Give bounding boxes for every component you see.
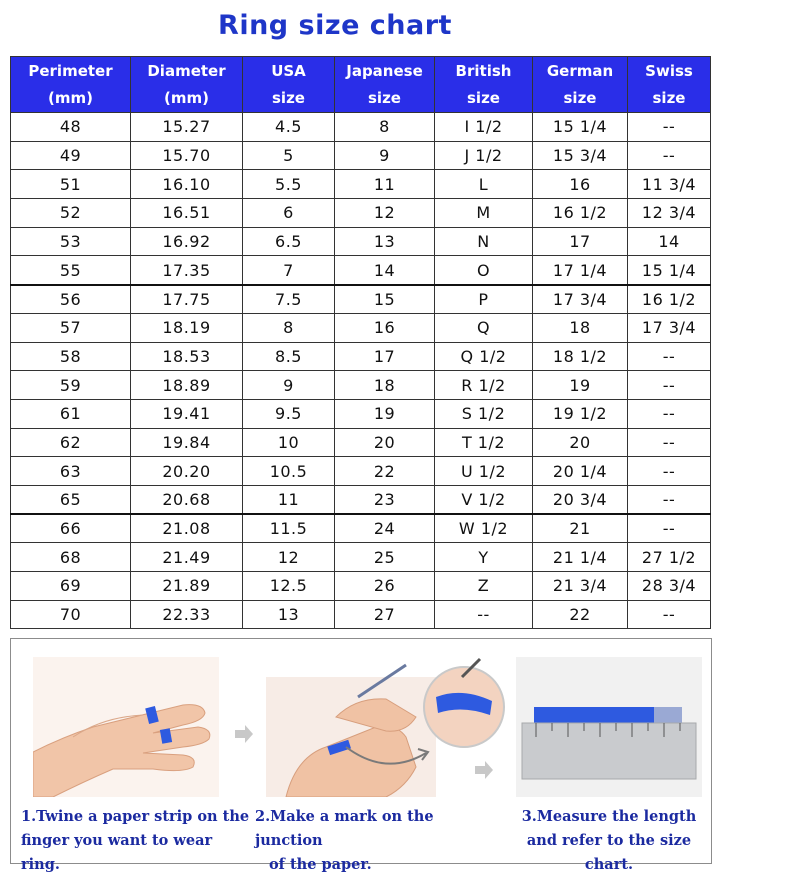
cell-usa-size: 11 [243,485,335,514]
table-row [11,485,711,514]
cell-perimeter: 59 [11,371,131,400]
cell-diameter: 20.20 [131,457,243,486]
cell-perimeter: 61 [11,399,131,428]
cell-diameter: 16.92 [131,227,243,256]
cell-german-size: 20 1/4 [533,457,628,486]
cell-german-size: 16 1/2 [533,199,628,228]
step1-hand-image [33,657,219,797]
ring-size-table [10,56,711,629]
table-row [11,428,711,457]
table-row [11,227,711,256]
cell-swiss-size: -- [628,371,711,400]
cell-usa-size: 12 [243,543,335,572]
cell-diameter: 15.70 [131,141,243,170]
header-german: German size [533,57,628,113]
cell-diameter: 21.89 [131,572,243,601]
cell-japanese-size: 18 [335,371,435,400]
cell-japanese-size: 26 [335,572,435,601]
cell-swiss-size: 27 1/2 [628,543,711,572]
cell-perimeter: 69 [11,572,131,601]
cell-diameter: 17.75 [131,285,243,314]
cell-usa-size: 7.5 [243,285,335,314]
cell-swiss-size: -- [628,428,711,457]
cell-swiss-size: -- [628,600,711,629]
cell-perimeter: 58 [11,342,131,371]
cell-swiss-size: 12 3/4 [628,199,711,228]
cell-german-size: 18 1/2 [533,342,628,371]
cell-swiss-size: -- [628,514,711,543]
cell-japanese-size: 16 [335,313,435,342]
cell-german-size: 19 [533,371,628,400]
header-diameter: Diameter (mm) [131,57,243,113]
cell-japanese-size: 25 [335,543,435,572]
cell-diameter: 17.35 [131,256,243,285]
cell-british-size: J 1/2 [435,141,533,170]
step3-ruler-image [516,657,702,797]
cell-usa-size: 12.5 [243,572,335,601]
cell-british-size: Z [435,572,533,601]
cell-perimeter: 55 [11,256,131,285]
cell-swiss-size: -- [628,342,711,371]
cell-japanese-size: 17 [335,342,435,371]
cell-british-size: Q 1/2 [435,342,533,371]
cell-japanese-size: 8 [335,113,435,142]
cell-perimeter: 53 [11,227,131,256]
cell-diameter: 20.68 [131,485,243,514]
cell-perimeter: 49 [11,141,131,170]
cell-usa-size: 5.5 [243,170,335,199]
table-row [11,572,711,601]
cell-british-size: W 1/2 [435,514,533,543]
table-row [11,199,711,228]
cell-german-size: 21 [533,514,628,543]
header-british: British size [435,57,533,113]
cell-british-size: O [435,256,533,285]
cell-japanese-size: 20 [335,428,435,457]
cell-japanese-size: 19 [335,399,435,428]
cell-swiss-size: -- [628,141,711,170]
table-row [11,399,711,428]
cell-german-size: 22 [533,600,628,629]
cell-british-size: M [435,199,533,228]
cell-british-size: R 1/2 [435,371,533,400]
cell-british-size: P [435,285,533,314]
cell-japanese-size: 22 [335,457,435,486]
cell-german-size: 17 [533,227,628,256]
cell-german-size: 18 [533,313,628,342]
cell-usa-size: 4.5 [243,113,335,142]
table-row [11,113,711,142]
cell-usa-size: 9.5 [243,399,335,428]
cell-perimeter: 57 [11,313,131,342]
cell-usa-size: 8 [243,313,335,342]
table-body [11,113,711,629]
cell-perimeter: 51 [11,170,131,199]
header-usa: USA size [243,57,335,113]
arrow-right-icon [233,723,255,745]
header-japanese: Japanese size [335,57,435,113]
cell-usa-size: 13 [243,600,335,629]
cell-german-size: 15 1/4 [533,113,628,142]
cell-perimeter: 68 [11,543,131,572]
cell-british-size: Q [435,313,533,342]
table-row [11,285,711,314]
header-swiss: Swiss size [628,57,711,113]
cell-diameter: 15.27 [131,113,243,142]
cell-swiss-size: -- [628,399,711,428]
cell-usa-size: 6 [243,199,335,228]
table-row [11,141,711,170]
table-row [11,342,711,371]
cell-diameter: 21.49 [131,543,243,572]
cell-japanese-size: 15 [335,285,435,314]
cell-diameter: 22.33 [131,600,243,629]
cell-japanese-size: 23 [335,485,435,514]
table-row [11,371,711,400]
measuring-instructions-panel [10,638,712,873]
cell-diameter: 19.41 [131,399,243,428]
cell-perimeter: 63 [11,457,131,486]
cell-diameter: 18.19 [131,313,243,342]
cell-usa-size: 8.5 [243,342,335,371]
table-row [11,313,711,342]
cell-british-size: -- [435,600,533,629]
cell-swiss-size: 15 1/4 [628,256,711,285]
step3-caption: 3.Measure the length and refer to the size chart. [521,808,697,873]
step1-caption: 1.Twine a paper strip on the finger you want to wear ring. [21,808,250,873]
table-row [11,543,711,572]
cell-swiss-size: 17 3/4 [628,313,711,342]
table-row [11,514,711,543]
cell-perimeter: 65 [11,485,131,514]
cell-usa-size: 5 [243,141,335,170]
cell-german-size: 15 3/4 [533,141,628,170]
cell-japanese-size: 11 [335,170,435,199]
cell-swiss-size: 28 3/4 [628,572,711,601]
table-row [11,256,711,285]
cell-japanese-size: 27 [335,600,435,629]
cell-swiss-size: -- [628,113,711,142]
cell-usa-size: 11.5 [243,514,335,543]
chart-title: Ring size chart [218,10,452,41]
cell-diameter: 16.10 [131,170,243,199]
cell-german-size: 16 [533,170,628,199]
cell-perimeter: 62 [11,428,131,457]
cell-perimeter: 52 [11,199,131,228]
table-row [11,600,711,629]
cell-german-size: 21 3/4 [533,572,628,601]
cell-diameter: 18.53 [131,342,243,371]
cell-diameter: 16.51 [131,199,243,228]
cell-german-size: 17 3/4 [533,285,628,314]
header-perimeter: Perimeter (mm) [11,57,131,113]
cell-german-size: 20 [533,428,628,457]
step2-caption: 2.Make a mark on the junction of the paper. [255,808,434,873]
cell-usa-size: 7 [243,256,335,285]
cell-british-size: V 1/2 [435,485,533,514]
cell-swiss-size: -- [628,457,711,486]
cell-usa-size: 9 [243,371,335,400]
cell-japanese-size: 9 [335,141,435,170]
table-header-row [11,57,711,113]
cell-swiss-size: 14 [628,227,711,256]
cell-perimeter: 48 [11,113,131,142]
cell-usa-size: 10 [243,428,335,457]
cell-japanese-size: 24 [335,514,435,543]
cell-british-size: N [435,227,533,256]
cell-usa-size: 6.5 [243,227,335,256]
table-row [11,457,711,486]
step2-marking-image [266,657,506,797]
cell-perimeter: 70 [11,600,131,629]
cell-diameter: 21.08 [131,514,243,543]
cell-japanese-size: 12 [335,199,435,228]
cell-perimeter: 66 [11,514,131,543]
cell-swiss-size: 16 1/2 [628,285,711,314]
cell-british-size: Y [435,543,533,572]
cell-british-size: L [435,170,533,199]
cell-german-size: 17 1/4 [533,256,628,285]
cell-british-size: U 1/2 [435,457,533,486]
table-row [11,170,711,199]
cell-british-size: I 1/2 [435,113,533,142]
cell-swiss-size: 11 3/4 [628,170,711,199]
cell-german-size: 20 3/4 [533,485,628,514]
cell-diameter: 18.89 [131,371,243,400]
cell-usa-size: 10.5 [243,457,335,486]
cell-diameter: 19.84 [131,428,243,457]
cell-german-size: 21 1/4 [533,543,628,572]
cell-japanese-size: 14 [335,256,435,285]
cell-swiss-size: -- [628,485,711,514]
cell-japanese-size: 13 [335,227,435,256]
cell-british-size: S 1/2 [435,399,533,428]
arrow-right-icon [473,759,495,781]
cell-perimeter: 56 [11,285,131,314]
cell-german-size: 19 1/2 [533,399,628,428]
cell-british-size: T 1/2 [435,428,533,457]
